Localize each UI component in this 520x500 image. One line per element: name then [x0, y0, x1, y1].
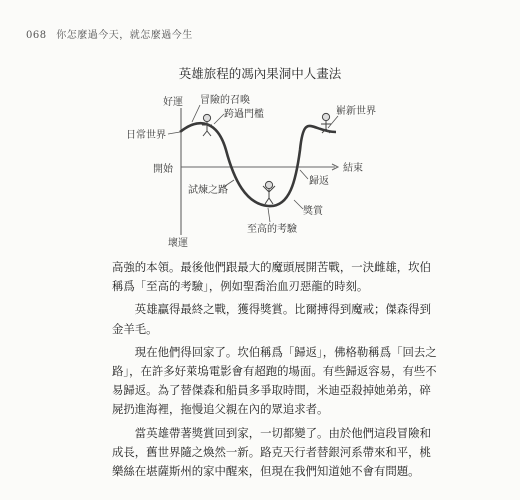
label-ordinary-world: 日常世界 — [126, 130, 166, 141]
label-return: 歸返 — [309, 176, 329, 187]
leader-line-reward — [294, 200, 303, 209]
label-call-to-adventure: 冒險的召喚 — [200, 95, 250, 106]
leader-line-ordinary — [168, 132, 180, 134]
paragraph: 當英雄帶著獎賞回到家，一切都變了。由於他們這段冒險和成長，舊世界隨之煥然一新。路克天行者替銀河系帶來和平，桃樂絲在堪薩斯州的家中醒來，但現在我們知道她不會有問題。 — [112, 425, 431, 479]
paragraph: 高強的本領。最後他們跟最大的魔頭展開苦戰，一決雌雄，坎伯稱爲「至高的考驗」，例如聖喬治血刃惡龍的時刻。 — [112, 260, 431, 294]
leader-line-return — [300, 170, 308, 179]
running-title: 你怎麼過今天，就怎麼過今生 — [56, 30, 193, 41]
label-threshold: 跨過門檻 — [224, 109, 264, 120]
leader-line-ordeal — [268, 208, 270, 222]
axis-label-good-fortune: 好運 — [163, 97, 183, 108]
paragraph: 現在他們得回家了。坎伯稱爲「歸返」，佛格勒稱爲「回去之路」，在許多好萊塢電影會有超跑的場面。有些歸返容易，有些不易歸返。為了替傑森和船員多爭取時間，米迪亞殺掉她弟弟，碎屍扔進海裡，拖慢追父親在內的眾追求者。 — [112, 344, 437, 417]
axis-label-bad-fortune: 壞運 — [168, 238, 188, 249]
body-text — [112, 258, 438, 485]
label-reward: 獎賞 — [303, 206, 323, 217]
label-new-world: 嶄新世界 — [336, 106, 376, 117]
label-ordeal: 至高的考驗 — [247, 224, 297, 235]
label-road-of-trials: 試煉之路 — [188, 185, 228, 196]
axis-label-beginning: 開始 — [153, 164, 173, 175]
figure-title: 英雄旅程的馮內果洞中人畫法 — [178, 66, 342, 81]
axis-label-end: 結束 — [343, 163, 363, 174]
leader-line-call — [192, 105, 200, 122]
stick-figure-threshold-icon — [202, 114, 212, 136]
stick-figure-ordeal-icon — [263, 181, 275, 204]
page-number: 068 — [26, 30, 47, 41]
leader-line-threshold — [214, 114, 224, 124]
paragraph: 英雄贏得最終之戰，獲得獎賞。比爾搏得到魔戒；傑森得到金羊毛。 — [112, 302, 431, 336]
